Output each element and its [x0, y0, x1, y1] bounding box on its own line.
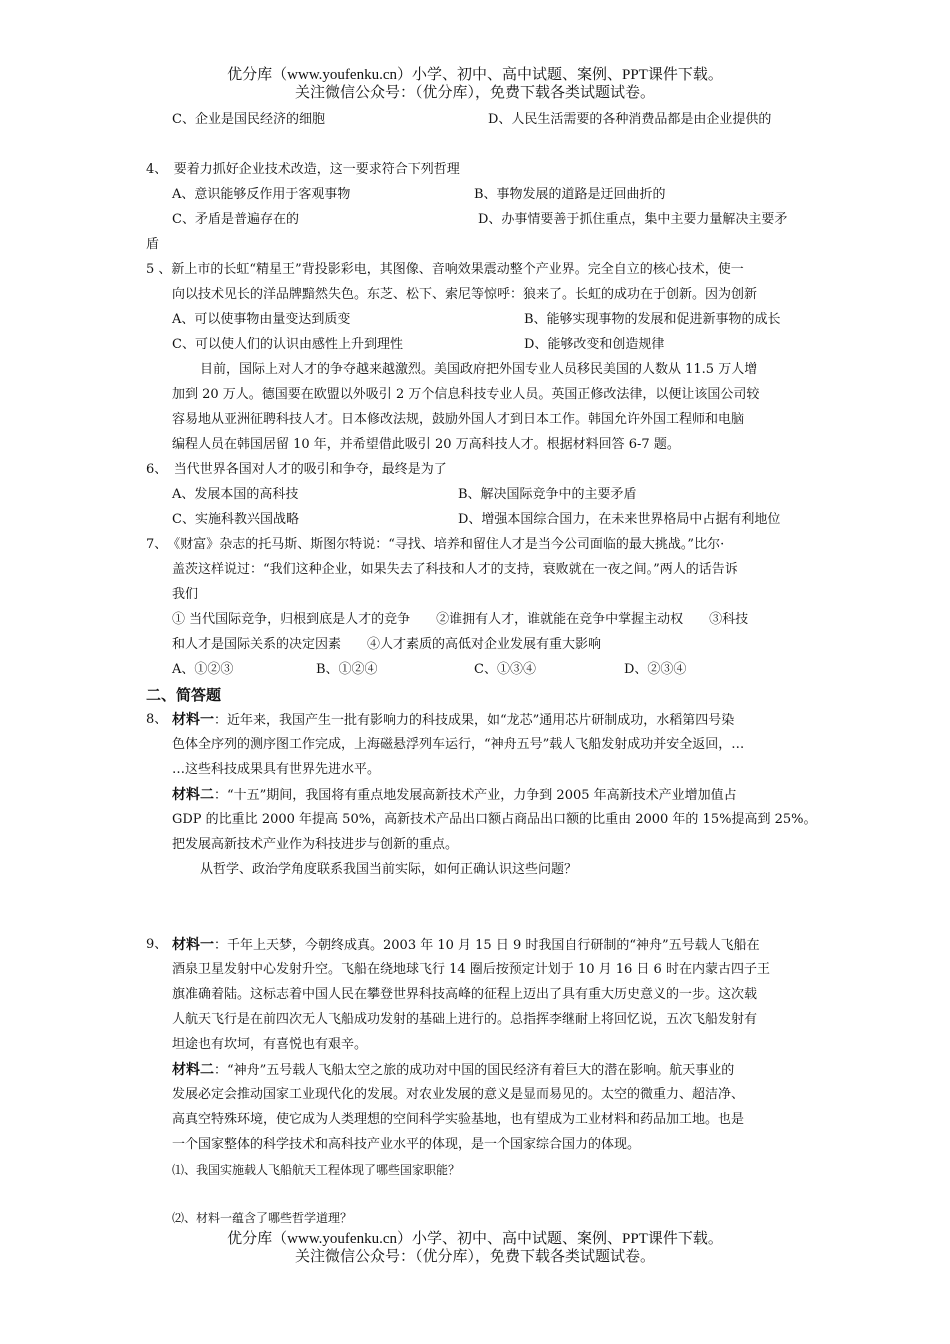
- material-67-line-1: 目前，国际上对人才的争夺越来越激烈。美国政府把外国专业人员移民美国的人数从 11.5 万人增: [200, 362, 758, 377]
- q4-stem: 4、 要着力抓好企业技术改造，这一要求符合下列哲理: [146, 162, 460, 177]
- section-title: 二、简答题: [146, 686, 222, 704]
- q9-material-1-line-5: 坦途也有坎坷，有喜悦也有艰辛。: [172, 1037, 368, 1052]
- q4-option-d-continued: 盾: [146, 237, 160, 252]
- q9-material-2-line-1: [172, 1062, 734, 1079]
- header-line-2: 关注微信公众号：（优分库），免费下载各类试题试卷。: [294, 85, 655, 101]
- q7-line-4: ① 当代国际竞争，归根到底是人才的竞争 ②谁拥有人才，谁就能在竞争中掌握主动权 ③科技: [172, 612, 749, 627]
- material-67-line-3: 容易地从亚洲征聘科技人才。日本修改法规，鼓励外国人才到日本工作。韩国允许外国工程师和电脑: [172, 412, 745, 427]
- q7-option-c: C、①③④: [474, 662, 536, 677]
- q3-option-c: C、企业是国民经济的细胞: [172, 112, 325, 127]
- material-67-line-4: 编程人员在韩国居留 10 年，并希望借此吸引 20 万高科技人才。根据材料回答 6-7 题。: [172, 437, 680, 452]
- q6-option-c: C、实施科教兴国战略: [172, 512, 299, 527]
- q9-material-2-text: ：“神舟”五号载人飞船太空之旅的成功对中国的国民经济有着巨大的潜在影响。航天事业的: [214, 1063, 735, 1078]
- q5-option-d: D、能够改变和创造规律: [524, 337, 665, 352]
- q7-option-d: D、②③④: [624, 662, 687, 677]
- q9-sub-question-2: ⑵、材料一蕴含了哪些哲学道理？: [172, 1211, 353, 1225]
- q9-material-2-line-2: 发展必定会推动国家工业现代化的发展。对农业发展的意义是显而易见的。太空的微重力、超洁净、: [172, 1087, 745, 1102]
- q4-option-c: C、矛盾是普遍存在的: [172, 212, 299, 227]
- q4-option-d: D、办事情要善于抓住重点，集中主要力量解决主要矛: [478, 212, 788, 227]
- q9-material-1-label: 材料一: [172, 937, 214, 953]
- page-footer: [0, 1230, 950, 1266]
- page-header: [0, 66, 950, 102]
- q6-option-a: A、发展本国的高科技: [172, 487, 299, 502]
- q3-option-d: D、人民生活需要的各种消费品都是由企业提供的: [488, 112, 772, 127]
- q5-option-c: C、可以使人们的认识由感性上升到理性: [172, 337, 403, 352]
- q9-sub-question-1: ⑴、我国实施载人飞船航天工程体现了哪些国家职能？: [172, 1163, 461, 1177]
- q8-material-2-label: 材料二: [172, 787, 214, 803]
- q8-material-2-text: ：“十五”期间，我国将有重点地发展高新技术产业，力争到 2005 年高新技术产业增加值占: [214, 788, 737, 803]
- q8-material-2-line-1: [172, 787, 737, 804]
- q7-line-1: 7、 《财富》杂志的托马斯、斯图尔特说：“寻找、培养和留住人才是当今公司面临的最大挑战。”比尔·: [146, 537, 725, 552]
- q8-material-1-label: 材料一: [172, 712, 214, 728]
- q9-material-2-line-3: 高真空特殊环境，使它成为人类理想的空间科学实验基地，也有望成为工业材料和药品加工地。也是: [172, 1112, 745, 1127]
- q6-option-b: B、解决国际竞争中的主要矛盾: [458, 487, 637, 502]
- q7-line-3: 我们: [172, 587, 199, 602]
- q9-material-1-line-1: [172, 937, 760, 954]
- q6-stem: 6、 当代世界各国对人才的吸引和争夺，最终是为了: [146, 462, 447, 477]
- q6-option-d: D、增强本国综合国力，在未来世界格局中占据有利地位: [458, 512, 781, 527]
- header-line-1: 优分库（www.youfenku.cn）小学、初中、高中试题、案例、PPT课件下载。: [227, 67, 723, 83]
- q9-material-1-line-2: 酒泉卫星发射中心发射升空。飞船在绕地球飞行 14 圈后按预定计划于 10 月 16 日 6 时在内蒙古四子王: [172, 962, 770, 977]
- q9-material-1-line-3: 旗准确着陆。这标志着中国人民在攀登世界科技高峰的征程上迈出了具有重大历史意义的一步。这次载: [172, 987, 758, 1002]
- q8-material-1-line-2: 色体全序列的测序图工作完成，上海磁悬浮列车运行，“神舟五号”载人飞船发射成功并安全返回，…: [172, 737, 745, 752]
- q4-option-b: B、事物发展的道路是迂回曲折的: [474, 187, 666, 202]
- q9-material-1-line-4: 人航天飞行是在前四次无人飞船成功发射的基础上进行的。总指挥李继耐上将回忆说，五次飞船发射有: [172, 1012, 758, 1027]
- footer-line-2: 关注微信公众号：（优分库），免费下载各类试题试卷。: [294, 1249, 655, 1265]
- q5-line-1: 5 、新上市的长虹“精星王”背投影彩电，其图像、音响效果震动整个产业界。完全自立的核心技术，使一: [146, 262, 744, 277]
- q5-line-2: 向以技术见长的洋品牌黯然失色。东芝、松下、索尼等惊呼：狼来了。长虹的成功在于创新。因为创新: [172, 287, 758, 302]
- q4-option-a: A、意识能够反作用于客观事物: [172, 187, 351, 202]
- q7-option-a: A、①②③: [172, 662, 234, 677]
- footer-line-1: 优分库（www.youfenku.cn）小学、初中、高中试题、案例、PPT课件下载。: [227, 1231, 723, 1247]
- q7-option-b: B、①②④: [316, 662, 378, 677]
- q8-material-1-line-3: …这些科技成果具有世界先进水平。: [172, 762, 381, 777]
- q8-material-1-line-1: [172, 712, 734, 729]
- q9-material-1-text: ：千年上天梦，今朝终成真。2003 年 10 月 15 日 9 时我国自行研制的“神舟”五号载人飞船在: [214, 938, 760, 953]
- q8-question: 从哲学、政治学角度联系我国当前实际，如何正确认识这些问题？: [200, 862, 578, 877]
- q5-option-b: B、能够实现事物的发展和促进新事物的成长: [524, 312, 781, 327]
- q9-number: 9、: [146, 937, 168, 952]
- q7-line-2: 盖茨这样说过：“我们这种企业，如果失去了科技和人才的支持，衰败就在一夜之间。”两人的话告诉: [172, 562, 738, 577]
- q8-material-2-line-2: GDP 的比重比 2000 年提高 50%，高新技术产品出口额占商品出口额的比重由 2000 年的 15%提高到 25%。: [172, 812, 817, 827]
- q8-material-1-text: ：近年来，我国产生一批有影响力的科技成果，如“龙芯”通用芯片研制成功，水稻第四号染: [214, 713, 735, 728]
- q5-option-a: A、可以使事物由量变达到质变: [172, 312, 351, 327]
- q9-material-2-label: 材料二: [172, 1062, 214, 1078]
- q8-number: 8、: [146, 712, 168, 727]
- q7-line-5: 和人才是国际关系的决定因素 ④人才素质的高低对企业发展有重大影响: [172, 637, 602, 652]
- material-67-line-2: 加到 20 万人。德国要在欧盟以外吸引 2 万个信息科技专业人员。英国正修改法律，以便让该国公司较: [172, 387, 760, 402]
- q8-material-2-line-3: 把发展高新技术产业作为科技进步与创新的重点。: [172, 837, 459, 852]
- q9-material-2-line-4: 一个国家整体的科学技术和高科技产业水平的体现，是一个国家综合国力的体现。: [172, 1137, 641, 1152]
